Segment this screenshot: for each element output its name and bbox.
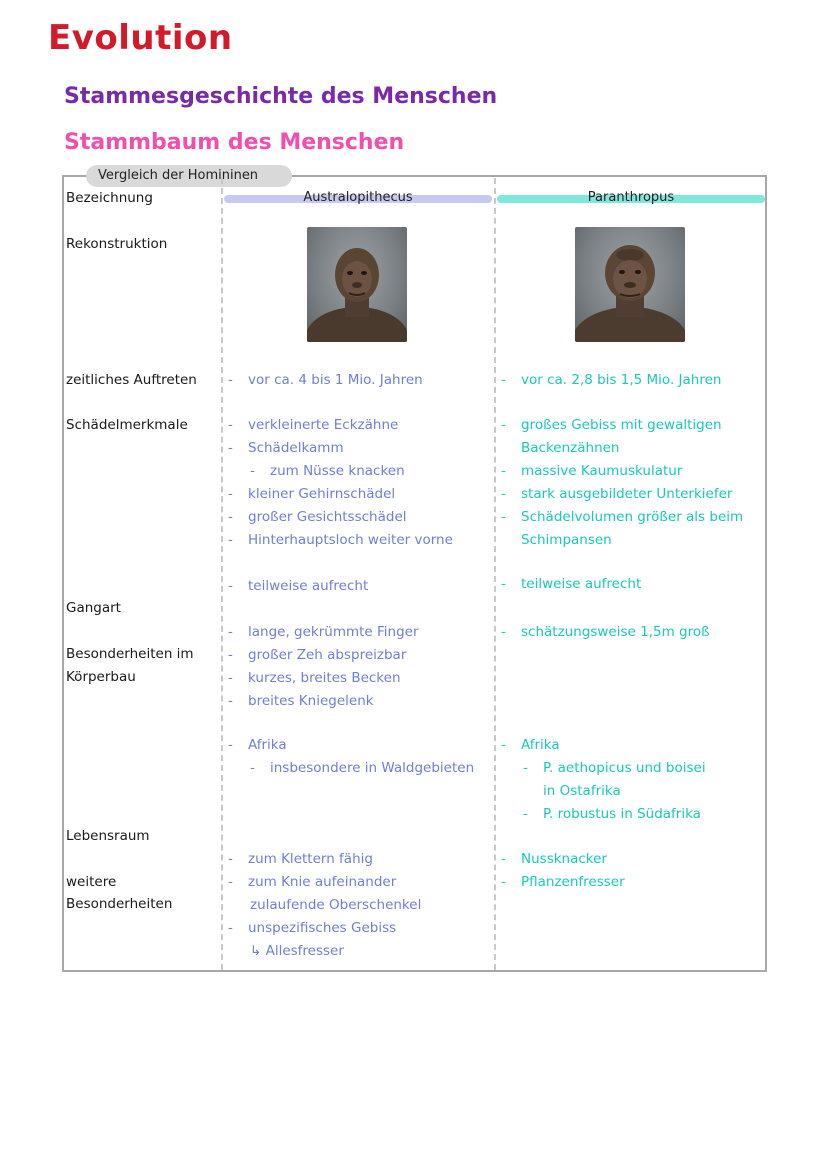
list-item: - stark ausgebildeter Unterkiefer <box>501 486 733 502</box>
column-divider-1 <box>221 178 223 970</box>
list-item: - großer Zeh abspreizbar <box>228 647 407 663</box>
australopithecus-lebensraum-list <box>228 734 474 780</box>
list-item: - verkleinerte Eckzähne <box>228 417 399 433</box>
column-divider-2 <box>494 178 496 970</box>
paranthropus-zeit: - vor ca. 2,8 bis 1,5 Mio. Jahren <box>501 372 722 388</box>
paranthropus-schaedel-list <box>501 414 743 552</box>
list-item: - kleiner Gehirnschädel <box>228 486 396 502</box>
list-item: - zum Nüsse knacken <box>250 463 405 479</box>
subtitle: Stammesgeschichte des Menschen <box>64 84 498 109</box>
label-besonderheiten-koerperbau-2: Körperbau <box>66 669 136 685</box>
label-weitere-besonderheiten: weitere <box>66 874 117 890</box>
list-item: - massive Kaumuskulatur <box>501 463 683 479</box>
label-bezeichnung: Bezeichnung <box>66 190 153 206</box>
list-item: - breites Kniegelenk <box>228 693 374 709</box>
list-item: - Schädelvolumen größer als beim <box>501 509 744 525</box>
label-zeitliches-auftreten: zeitliches Auftreten <box>66 372 197 388</box>
paranthropus-reconstruction-image <box>575 227 685 342</box>
list-item: Backenzähnen <box>521 440 620 456</box>
australopithecus-reconstruction-image <box>307 227 407 342</box>
label-rekonstruktion: Rekonstruktion <box>66 236 168 252</box>
list-item: - großes Gebiss mit gewaltigen <box>501 417 722 433</box>
australopithecus-koerperbau-list <box>228 621 419 713</box>
australopithecus-zeit: - vor ca. 4 bis 1 Mio. Jahren <box>228 372 423 388</box>
list-item: - Afrika <box>501 737 560 753</box>
list-item: - Pflanzenfresser <box>501 874 625 890</box>
list-item: ↳ Allesfresser <box>250 943 344 959</box>
list-item: - zum Knie aufeinander <box>228 874 397 890</box>
list-item: in Ostafrika <box>543 783 621 799</box>
australopithecus-header: Australopithecus <box>303 190 413 205</box>
label-lebensraum: Lebensraum <box>66 828 150 844</box>
paranthropus-gangart: - teilweise aufrecht <box>501 576 642 592</box>
australopithecus-weitere-list <box>228 848 421 963</box>
list-item: zulaufende Oberschenkel <box>250 897 422 913</box>
list-item: - Nussknacker <box>501 851 607 867</box>
list-item: - zum Klettern fähig <box>228 851 373 867</box>
list-item: - P. robustus in Südafrika <box>523 806 701 822</box>
paranthropus-koerperbau: - schätzungsweise 1,5m groß <box>501 624 710 640</box>
list-item: - großer Gesichtsschädel <box>228 509 407 525</box>
list-item: - lange, gekrümmte Finger <box>228 624 419 640</box>
list-item: Schimpansen <box>521 532 612 548</box>
paranthropus-lebensraum-list <box>501 734 706 826</box>
australopithecus-gangart: - teilweise aufrecht <box>228 578 369 594</box>
label-weitere-besonderheiten-2: Besonderheiten <box>66 896 173 912</box>
list-item: - Hinterhauptsloch weiter vorne <box>228 532 453 548</box>
list-item: - Schädelkamm <box>228 440 344 456</box>
list-item: - insbesondere in Waldgebieten <box>250 760 475 776</box>
list-item: - kurzes, breites Becken <box>228 670 401 686</box>
paranthropus-header: Paranthropus <box>587 190 675 205</box>
list-item: - Afrika <box>228 737 287 753</box>
paranthropus-weitere-list <box>501 848 625 894</box>
section-title: Stammbaum des Menschen <box>64 130 405 155</box>
list-item: - P. aethopicus und boisei <box>523 760 706 776</box>
australopithecus-schaedel-list <box>228 414 453 552</box>
label-besonderheiten-koerperbau: Besonderheiten im <box>66 646 194 662</box>
label-schaedelmerkmale: Schädelmerkmale <box>66 417 188 433</box>
page-title: Evolution <box>48 18 233 58</box>
table-tab-label: Vergleich der Homininen <box>86 165 292 187</box>
list-item: - unspezifisches Gebiss <box>228 920 397 936</box>
label-gangart: Gangart <box>66 600 121 616</box>
